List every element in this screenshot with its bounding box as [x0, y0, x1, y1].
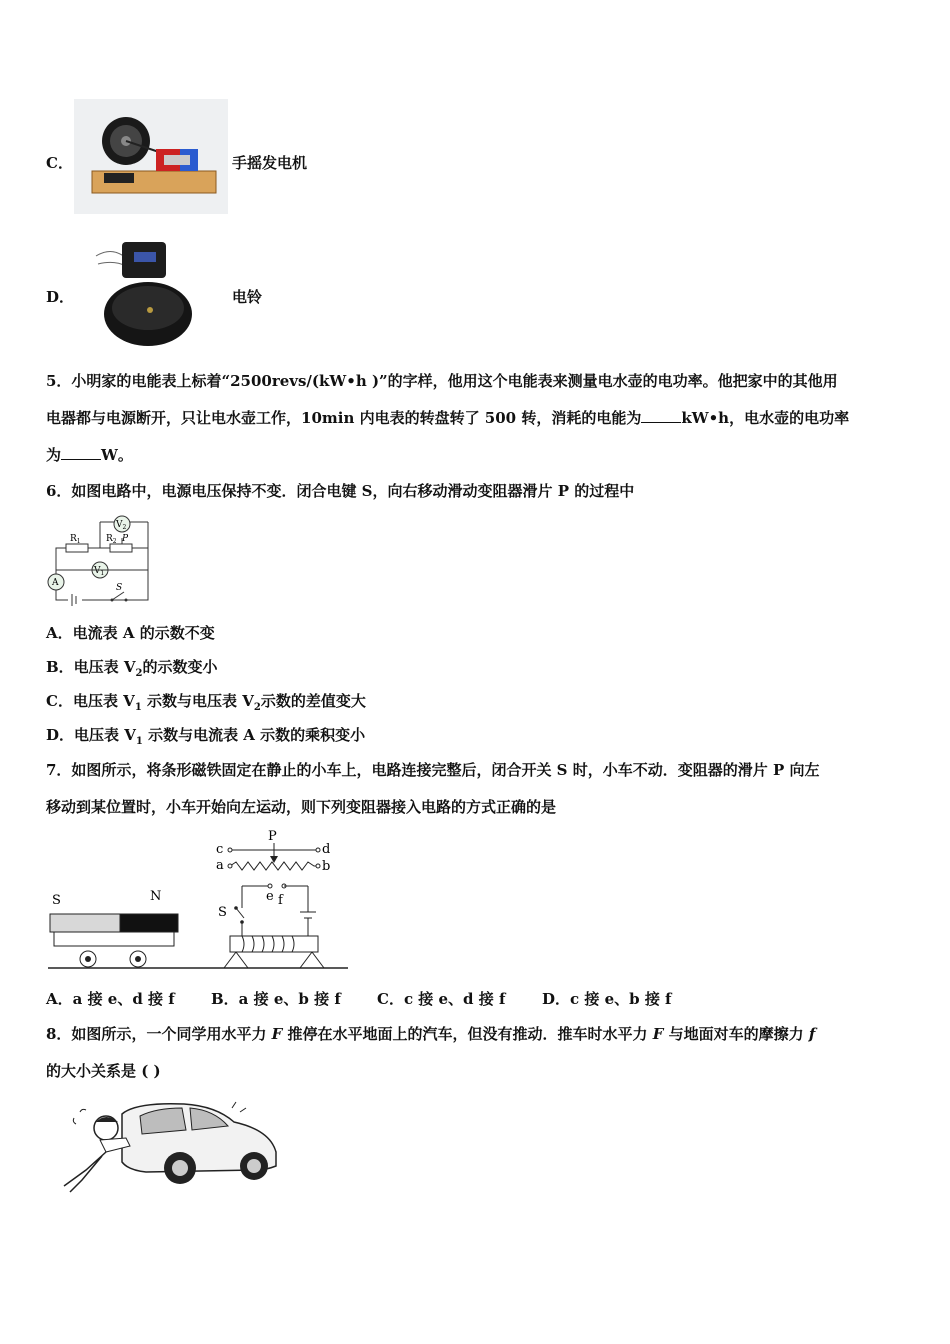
q6-option-d-tail: 示数与电流表 A 示数的乘积变小 [142, 726, 366, 744]
q6-ammeter-label: A [52, 578, 59, 588]
q8-line-1 [46, 1023, 815, 1044]
q5-line-3-tail: W。 [101, 446, 133, 464]
q6-option-c-mid: 示数与电压表 V [141, 692, 254, 710]
q6-switch-label: S [116, 583, 123, 593]
q7-line-1: 7．如图所示，将条形磁铁固定在静止的小车上，电路连接完整后，闭合开关 S 时，小车不动．变阻器的滑片 P 向左 [46, 761, 820, 779]
q8-line-2: 的大小关系是 ( ) [46, 1062, 161, 1080]
q8-force-symbol-2: F [652, 1025, 664, 1043]
q7-switch-label: S [218, 905, 227, 920]
q6-option-c-tail: 示数的差值变大 [260, 692, 366, 710]
q6-option-b-text: B．电压表 V [46, 658, 136, 676]
q6-option-c-sub2: 2 [253, 702, 261, 713]
q6-stem: 6．如图电路中，电源电压保持不变．闭合电键 S，向右移动滑动变阻器滑片 P 的过程中 [46, 482, 635, 500]
q6-r2-label: $R_2$ [106, 534, 117, 545]
q6-p-label: P [122, 534, 129, 544]
q8-push-car-image [56, 1100, 280, 1200]
q8-force-symbol-1: F [271, 1025, 283, 1043]
q7-s-pole: S [52, 893, 61, 908]
option-c-label: 手摇发电机 [232, 154, 308, 172]
hand-generator-image [74, 99, 228, 214]
q6-v1-label: $V_1$ [94, 566, 105, 577]
q5-line-2 [46, 407, 849, 428]
q7-c-label: c [216, 842, 224, 857]
q6-option-d-sub: 1 [135, 736, 143, 747]
q7-magnet-cart-diagram [46, 826, 352, 972]
q7-option-b[interactable]: B．a 接 e、b 接 f [211, 990, 341, 1008]
q6-option-b-tail: 的示数变小 [142, 658, 218, 676]
q6-option-d[interactable] [46, 724, 365, 747]
q7-option-c[interactable]: C．c 接 e、d 接 f [377, 990, 506, 1008]
q6-circuit-diagram [46, 512, 154, 606]
q6-r1-label: $R_1$ [70, 534, 81, 545]
q6-option-a[interactable]: A．电流表 A 的示数不变 [46, 624, 215, 642]
electric-bell-image [92, 236, 192, 348]
q8-line-1-text: 8．如图所示，一个同学用水平力 [46, 1025, 272, 1043]
q7-n-pole: N [150, 889, 162, 904]
q6-option-c-sub: 1 [134, 702, 142, 713]
q5-blank-power[interactable] [61, 445, 101, 460]
q5-line-3-text: 为 [46, 446, 62, 464]
q7-f-label: f [278, 893, 283, 908]
q7-option-a[interactable]: A．a 接 e、d 接 f [46, 990, 175, 1008]
q6-option-b[interactable] [46, 656, 218, 679]
q7-e-label: e [266, 889, 274, 904]
option-d-label: 电铃 [232, 288, 263, 306]
q7-b-label: b [322, 859, 331, 874]
q6-option-c[interactable] [46, 690, 366, 713]
q6-v2-label: $V_2$ [116, 520, 127, 531]
option-d-letter: D． [46, 288, 75, 306]
q7-a-label: a [216, 858, 224, 873]
q6-option-b-sub: 2 [135, 668, 143, 679]
option-c-letter: C． [46, 154, 73, 172]
q5-line-1: 5．小明家的电能表上标着“2500revs/(kW•h )”的字样，他用这个电能表来测量电水壶的电功率。他把家中的其他用 [46, 372, 838, 390]
q6-option-d-text: D．电压表 V [46, 726, 136, 744]
q7-option-d[interactable]: D．c 接 e、b 接 f [542, 990, 672, 1008]
q5-line-2-tail: kW•h，电水壶的电功率 [681, 409, 850, 427]
q5-line-3 [46, 444, 133, 465]
q7-line-2: 移动到某位置时，小车开始向左运动，则下列变阻器接入电路的方式正确的是 [46, 798, 557, 816]
q8-line-1-mid: 推停在水平地面上的汽车，但没有推动．推车时水平力 [282, 1025, 653, 1043]
q6-option-c-text: C．电压表 V [46, 692, 135, 710]
q8-line-1-end: 与地面对车的摩擦力 [663, 1025, 809, 1043]
q7-p-label: P [268, 829, 277, 844]
q5-blank-energy[interactable] [641, 408, 681, 423]
q7-d-label: d [322, 842, 331, 857]
q5-line-2-text: 电器都与电源断开，只让电水壶工作，10min 内电表的转盘转了 500 转，消耗的电能为 [46, 409, 642, 427]
q8-friction-symbol: f [808, 1025, 816, 1043]
